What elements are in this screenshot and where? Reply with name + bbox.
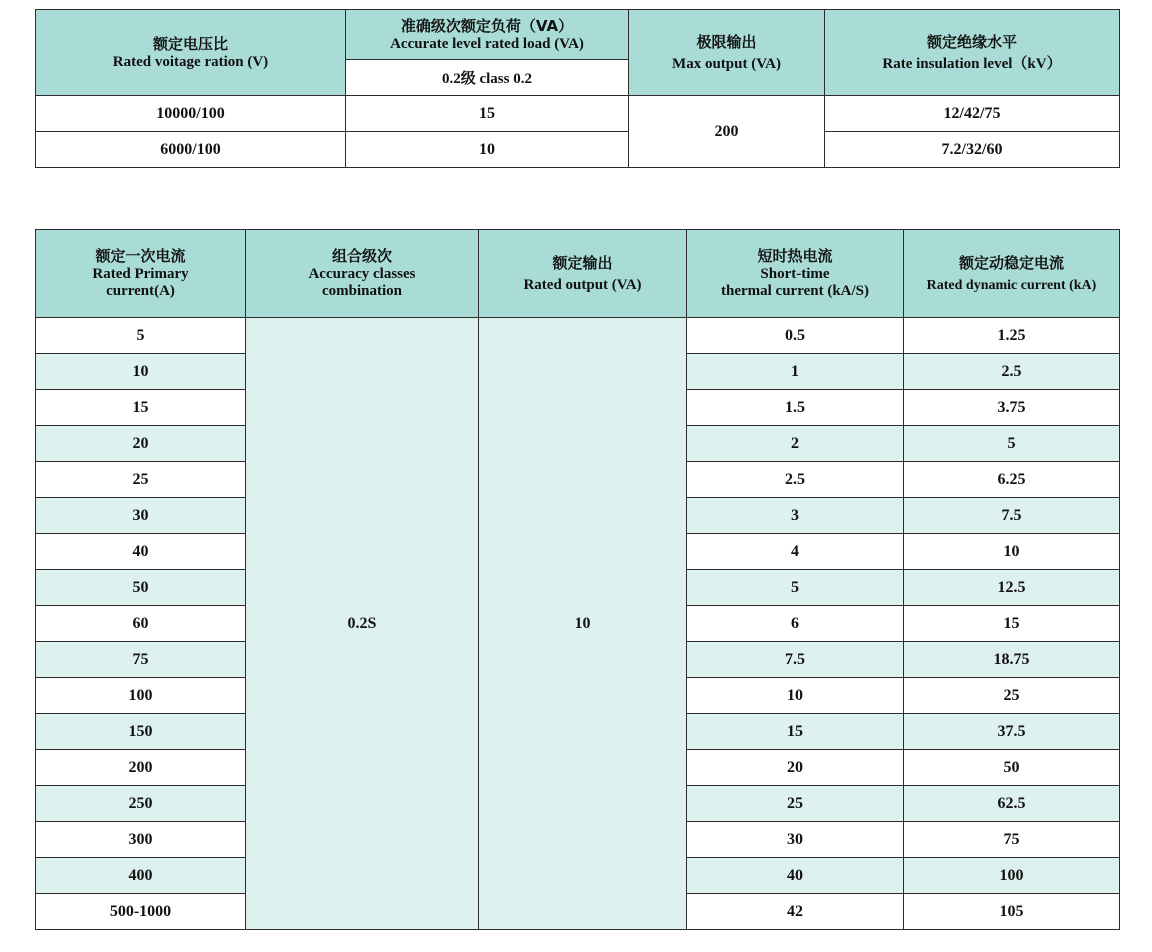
thermal-current-cell: 2 bbox=[687, 426, 904, 462]
thermal-current-cell: 25 bbox=[687, 786, 904, 822]
dynamic-current-cell: 25 bbox=[904, 678, 1120, 714]
header-thermal-en2: thermal current (kA/S) bbox=[720, 283, 870, 299]
primary-current-cell: 250 bbox=[36, 786, 246, 822]
header-rated-load-class: 0.2级 class 0.2 bbox=[346, 60, 629, 96]
dynamic-current-cell: 37.5 bbox=[904, 714, 1120, 750]
header-primary-current-en2: current(A) bbox=[106, 283, 175, 299]
header-voltage-ratio bbox=[36, 10, 346, 96]
dynamic-current-cell: 50 bbox=[904, 750, 1120, 786]
accuracy-class-cell: 0.2S bbox=[246, 318, 479, 930]
voltage-ratings-table bbox=[35, 9, 1120, 168]
header-accuracy-cn: 组合级次 bbox=[331, 247, 392, 265]
primary-current-cell: 500-1000 bbox=[36, 894, 246, 930]
rated-output-cell: 10 bbox=[479, 318, 687, 930]
dynamic-current-cell: 3.75 bbox=[904, 390, 1120, 426]
primary-current-cell: 75 bbox=[36, 642, 246, 678]
current-ratings-table bbox=[35, 229, 1120, 930]
thermal-current-cell: 0.5 bbox=[687, 318, 904, 354]
primary-current-cell: 25 bbox=[36, 462, 246, 498]
thermal-current-cell: 3 bbox=[687, 498, 904, 534]
primary-current-cell: 40 bbox=[36, 534, 246, 570]
thermal-current-cell: 30 bbox=[687, 822, 904, 858]
primary-current-cell: 100 bbox=[36, 678, 246, 714]
thermal-current-cell: 4 bbox=[687, 534, 904, 570]
rated-load-cell: 15 bbox=[346, 96, 629, 132]
primary-current-cell: 200 bbox=[36, 750, 246, 786]
header-voltage-ratio-cn: 额定电压比 bbox=[152, 34, 228, 53]
thermal-current-cell: 42 bbox=[687, 894, 904, 930]
header-dynamic-cn: 额定动稳定电流 bbox=[958, 253, 1064, 272]
dynamic-current-cell: 10 bbox=[904, 534, 1120, 570]
header-rated-load bbox=[346, 10, 629, 60]
header-rated-load-cn: 准确级次额定负荷（VA） bbox=[400, 16, 574, 35]
thermal-current-cell: 2.5 bbox=[687, 462, 904, 498]
dynamic-current-cell: 62.5 bbox=[904, 786, 1120, 822]
dynamic-current-cell: 6.25 bbox=[904, 462, 1120, 498]
thermal-current-cell: 10 bbox=[687, 678, 904, 714]
insulation-cell: 12/42/75 bbox=[825, 96, 1120, 132]
header-accuracy bbox=[246, 230, 479, 318]
thermal-current-cell: 1 bbox=[687, 354, 904, 390]
header-primary-current bbox=[36, 230, 246, 318]
primary-current-cell: 5 bbox=[36, 318, 246, 354]
dynamic-current-cell: 2.5 bbox=[904, 354, 1120, 390]
insulation-cell: 7.2/32/60 bbox=[825, 132, 1120, 168]
dynamic-current-cell: 15 bbox=[904, 606, 1120, 642]
dynamic-current-cell: 1.25 bbox=[904, 318, 1120, 354]
header-accuracy-en2: combination bbox=[321, 283, 402, 299]
primary-current-cell: 300 bbox=[36, 822, 246, 858]
thermal-current-cell: 5 bbox=[687, 570, 904, 606]
thermal-current-cell: 7.5 bbox=[687, 642, 904, 678]
header-rated-output-cn: 额定输出 bbox=[552, 253, 613, 272]
dynamic-current-cell: 5 bbox=[904, 426, 1120, 462]
primary-current-cell: 400 bbox=[36, 858, 246, 894]
thermal-current-cell: 40 bbox=[687, 858, 904, 894]
dynamic-current-cell: 7.5 bbox=[904, 498, 1120, 534]
primary-current-cell: 60 bbox=[36, 606, 246, 642]
header-thermal bbox=[687, 230, 904, 318]
header-primary-current-cn: 额定一次电流 bbox=[95, 247, 186, 265]
header-max-output-cn: 极限输出 bbox=[696, 32, 757, 51]
primary-current-cell: 10 bbox=[36, 354, 246, 390]
dynamic-current-cell: 18.75 bbox=[904, 642, 1120, 678]
thermal-current-cell: 15 bbox=[687, 714, 904, 750]
header-rated-output-en: Rated output (VA) bbox=[523, 276, 642, 293]
rated-load-cell: 10 bbox=[346, 132, 629, 168]
primary-current-cell: 15 bbox=[36, 390, 246, 426]
primary-current-cell: 150 bbox=[36, 714, 246, 750]
table-row bbox=[36, 318, 1120, 354]
dynamic-current-cell: 75 bbox=[904, 822, 1120, 858]
header-insulation-en: Rate insulation level（kV） bbox=[882, 55, 1062, 72]
header-primary-current-en1: Rated Primary bbox=[92, 266, 189, 282]
dynamic-current-cell: 100 bbox=[904, 858, 1120, 894]
primary-current-cell: 50 bbox=[36, 570, 246, 606]
header-thermal-en1: Short-time bbox=[760, 266, 830, 282]
header-insulation bbox=[825, 10, 1120, 96]
header-thermal-cn: 短时热电流 bbox=[757, 247, 833, 265]
header-insulation-cn: 额定绝缘水平 bbox=[926, 32, 1017, 51]
header-dynamic bbox=[904, 230, 1120, 318]
thermal-current-cell: 1.5 bbox=[687, 390, 904, 426]
max-output-cell: 200 bbox=[629, 96, 825, 168]
header-max-output-en: Max output (VA) bbox=[672, 55, 781, 72]
header-dynamic-en: Rated dynamic current (kA) bbox=[926, 277, 1097, 293]
primary-current-cell: 20 bbox=[36, 426, 246, 462]
header-rated-load-en: Accurate level rated load (VA) bbox=[390, 35, 584, 52]
thermal-current-cell: 20 bbox=[687, 750, 904, 786]
voltage-ratio-cell: 6000/100 bbox=[36, 132, 346, 168]
header-max-output bbox=[629, 10, 825, 96]
dynamic-current-cell: 105 bbox=[904, 894, 1120, 930]
header-accuracy-en1: Accuracy classes bbox=[308, 266, 416, 282]
header-voltage-ratio-en: Rated voitage ration (V) bbox=[112, 53, 269, 70]
primary-current-cell: 30 bbox=[36, 498, 246, 534]
dynamic-current-cell: 12.5 bbox=[904, 570, 1120, 606]
header-rated-output bbox=[479, 230, 687, 318]
voltage-ratio-cell: 10000/100 bbox=[36, 96, 346, 132]
thermal-current-cell: 6 bbox=[687, 606, 904, 642]
